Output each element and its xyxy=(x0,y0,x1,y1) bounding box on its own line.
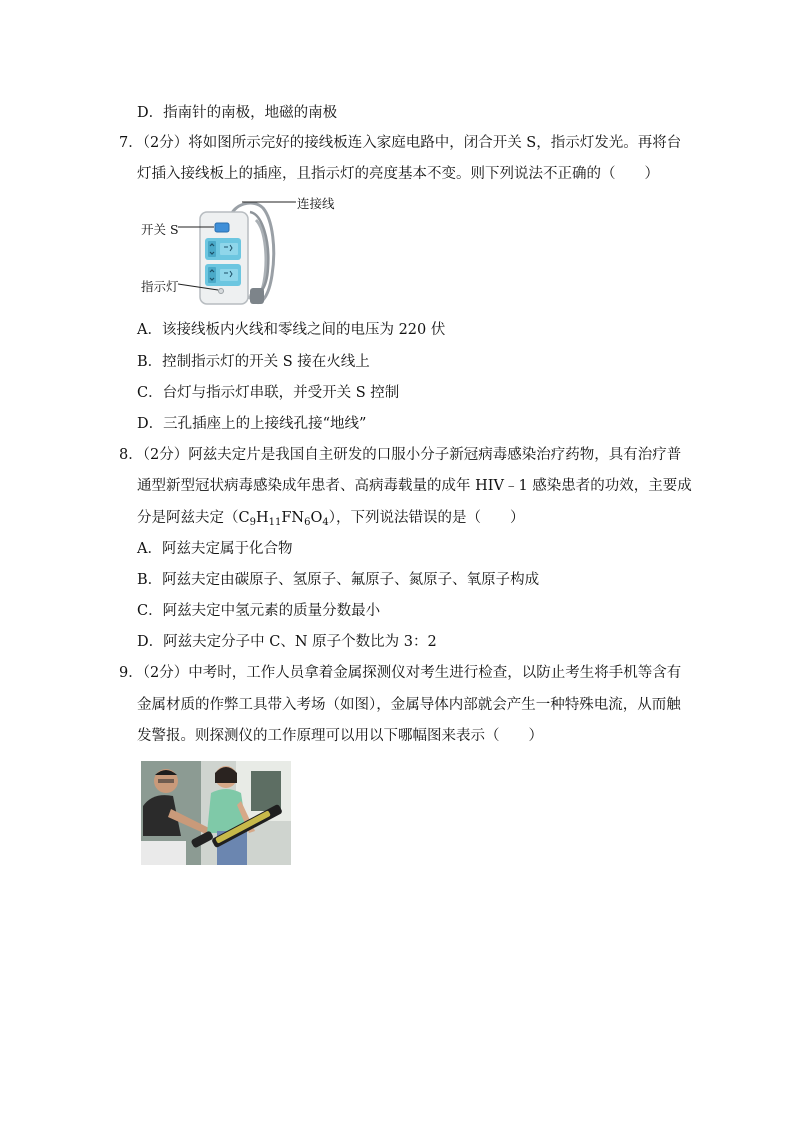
q8-option-c: C．阿兹夫定中氢元素的质量分数最小 xyxy=(137,603,381,619)
q7-label-switch: 开关 S xyxy=(141,222,179,237)
q7-label-light: 指示灯 xyxy=(141,279,179,294)
q7-option-d: D．三孔插座上的上接线孔接“地线” xyxy=(137,416,367,432)
q6-option-d: D．指南针的南极，地磁的南极 xyxy=(137,105,338,121)
q8-stem-line3: 分是阿兹夫定$(C_9H_{11}FN_6O_4)$，下列说法错误的是（ ） xyxy=(137,510,525,528)
q9-metal-detector-photo xyxy=(141,761,291,865)
q7-label-cable: 连接线 xyxy=(297,196,335,211)
q7-stem-line2: 灯插入接线板上的插座，且指示灯的亮度基本不变。则下列说法不正确的（ ） xyxy=(137,166,659,182)
q8-stem-line2: 通型新型冠状病毒感染成年患者、高病毒载量的成年 HIV﹣1 感染患者的功效，主要成 xyxy=(137,478,692,494)
q8-option-a: A．阿兹夫定属于化合物 xyxy=(137,541,293,557)
q7-option-b: B．控制指示灯的开关 S 接在火线上 xyxy=(137,354,370,370)
q8-option-d: D．阿兹夫定分子中 C、N 原子个数比为 3：2 xyxy=(137,634,437,650)
q7-option-c: C．台灯与指示灯串联，并受开关 S 控制 xyxy=(137,385,400,401)
q8-stem-line1: 8．（2分）阿兹夫定片是我国自主研发的口服小分子新冠病毒感染治疗药物，具有治疗普 xyxy=(119,447,682,463)
q9-stem-line3: 发警报。则探测仪的工作原理可以用以下哪幅图来表示（ ） xyxy=(137,728,543,744)
q9-stem-line2: 金属材质的作弊工具带入考场（如图），金属导体内部就会产生一种特殊电流，从而触 xyxy=(137,697,681,713)
q7-stem-line1: 7．（2分）将如图所示完好的接线板连入家庭电路中，闭合开关 S，指示灯发光。再将台 xyxy=(119,135,682,151)
q7-option-a: A．该接线板内火线和零线之间的电压为 220 伏 xyxy=(137,322,446,338)
q8-option-b: B．阿兹夫定由碳原子、氢原子、氟原子、氮原子、氧原子构成 xyxy=(137,572,540,588)
q9-stem-line1: 9．（2分）中考时，工作人员拿着金属探测仪对考生进行检查，以防止考生将手机等含有 xyxy=(119,665,682,681)
